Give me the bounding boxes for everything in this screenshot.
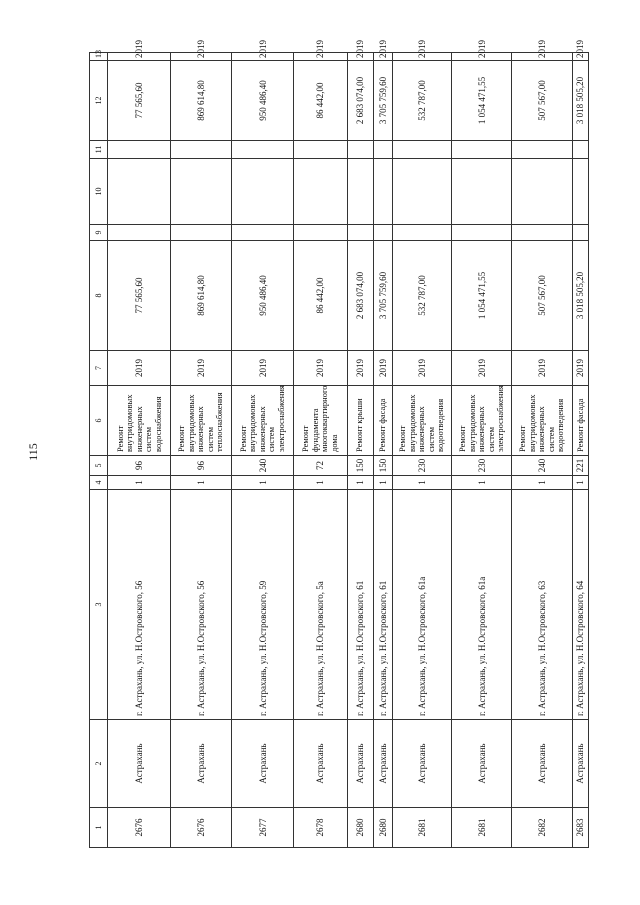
table-row: [512, 53, 572, 848]
table-cell: Астрахань: [572, 720, 588, 808]
table-cell: [347, 225, 373, 241]
table-cell: Астрахань: [392, 720, 451, 808]
table-cell: 2019: [512, 351, 572, 386]
header-cell: 5: [90, 456, 108, 476]
table-cell: 2019: [171, 53, 231, 61]
table-cell: [452, 225, 512, 241]
table-row: [108, 53, 171, 848]
table-cell: 2681: [392, 808, 451, 848]
table-cell: [512, 159, 572, 225]
table-cell: [171, 141, 231, 159]
table-row: [171, 53, 231, 848]
table-cell: 2019: [171, 351, 231, 386]
table-cell: 2019: [108, 351, 171, 386]
table-cell: 2019: [512, 53, 572, 61]
table-cell: 2019: [572, 53, 588, 61]
header-cell: 8: [90, 241, 108, 351]
table-cell: Ремонт внутридомовых инженерных систем водоотведения: [512, 386, 572, 456]
table-cell: [572, 141, 588, 159]
table-cell: 1: [512, 476, 572, 490]
table-container: [89, 40, 589, 848]
table-cell: 2019: [572, 351, 588, 386]
table-cell: Ремонт крыши: [347, 386, 373, 456]
table-cell: Ремонт внутридомовых инженерных систем водоснабжения: [108, 386, 171, 456]
table-cell: [392, 141, 451, 159]
table-cell: 3 018 505,20: [572, 241, 588, 351]
table-cell: Ремонт внутридомовых инженерных систем водоотведения: [392, 386, 451, 456]
table-cell: Астрахань: [231, 720, 293, 808]
table-cell: 77 565,60: [108, 61, 171, 141]
table-cell: [108, 159, 171, 225]
table-cell: [294, 225, 347, 241]
table-cell: 2676: [108, 808, 171, 848]
table-cell: 869 614,80: [171, 61, 231, 141]
table-cell: 72: [294, 456, 347, 476]
table-cell: 2019: [347, 351, 373, 386]
table-cell: 150: [373, 456, 392, 476]
table-cell: [392, 159, 451, 225]
table-cell: 2019: [231, 351, 293, 386]
table-cell: 2681: [452, 808, 512, 848]
table-cell: [171, 225, 231, 241]
header-cell: 13: [90, 53, 108, 61]
header-cell: 10: [90, 159, 108, 225]
table-cell: 240: [512, 456, 572, 476]
table-cell: 507 567,00: [512, 61, 572, 141]
table-cell: 1: [231, 476, 293, 490]
table-cell: 1 054 471,55: [452, 241, 512, 351]
table-cell: 2683: [572, 808, 588, 848]
header-cell: 2: [90, 720, 108, 808]
table-row: [294, 53, 347, 848]
table-cell: [512, 141, 572, 159]
table-cell: 532 787,00: [392, 241, 451, 351]
table-cell: 1: [171, 476, 231, 490]
table-cell: 240: [231, 456, 293, 476]
table-cell: [373, 225, 392, 241]
table-cell: 2019: [392, 351, 451, 386]
table-cell: 507 567,00: [512, 241, 572, 351]
table-cell: 3 705 759,60: [373, 241, 392, 351]
table-cell: [572, 225, 588, 241]
table-cell: 150: [347, 456, 373, 476]
table-cell: 1: [347, 476, 373, 490]
table-row: [572, 53, 588, 848]
table-cell: 2019: [294, 351, 347, 386]
repair-schedule-table: [89, 40, 589, 848]
table-cell: 2019: [373, 53, 392, 61]
table-cell: г. Астрахань, ул. Н.Островского, 61: [373, 490, 392, 720]
table-cell: 2676: [171, 808, 231, 848]
table-row: [373, 53, 392, 848]
header-cell: 3: [90, 490, 108, 720]
table-cell: 950 486,40: [231, 61, 293, 141]
table-cell: 1 054 471,55: [452, 61, 512, 141]
table-cell: [171, 159, 231, 225]
table-cell: 77 565,60: [108, 241, 171, 351]
table-cell: г. Астрахань, ул. Н.Островского, 56: [108, 490, 171, 720]
table-cell: 2019: [452, 53, 512, 61]
header-cell: 7: [90, 351, 108, 386]
table-cell: 1: [392, 476, 451, 490]
table-cell: Ремонт внутридомовых инженерных систем теплоснабжения: [171, 386, 231, 456]
table-cell: [452, 141, 512, 159]
table-cell: 2019: [347, 53, 373, 61]
table-cell: [572, 159, 588, 225]
table-cell: [452, 159, 512, 225]
table-row: [392, 53, 451, 848]
header-row: [90, 53, 108, 848]
table-cell: 1: [108, 476, 171, 490]
table-cell: г. Астрахань, ул. Н.Островского, 56: [171, 490, 231, 720]
table-cell: 2019: [231, 53, 293, 61]
table-cell: 2019: [108, 53, 171, 61]
header-cell: 9: [90, 225, 108, 241]
table-cell: 3 705 759,60: [373, 61, 392, 141]
table-cell: 2019: [373, 351, 392, 386]
table-cell: [108, 141, 171, 159]
table-cell: г. Астрахань, ул. Н.Островского, 61: [347, 490, 373, 720]
table-cell: 2680: [373, 808, 392, 848]
table-cell: 230: [452, 456, 512, 476]
table-cell: [373, 159, 392, 225]
table-cell: 1: [373, 476, 392, 490]
table-cell: [231, 159, 293, 225]
table-cell: Ремонт фасада: [572, 386, 588, 456]
table-cell: 96: [108, 456, 171, 476]
table-cell: 2678: [294, 808, 347, 848]
table-cell: г. Астрахань, ул. Н.Островского, 63: [512, 490, 572, 720]
table-cell: 86 442,00: [294, 241, 347, 351]
table-cell: Астрахань: [108, 720, 171, 808]
table-cell: [294, 159, 347, 225]
table-cell: 2 683 074,00: [347, 61, 373, 141]
table-cell: 1: [294, 476, 347, 490]
table-cell: [108, 225, 171, 241]
table-cell: 2019: [392, 53, 451, 61]
table-cell: [347, 141, 373, 159]
table-cell: [392, 225, 451, 241]
table-cell: г. Астрахань, ул. Н.Островского, 59: [231, 490, 293, 720]
table-row: [347, 53, 373, 848]
table-cell: 950 486,40: [231, 241, 293, 351]
table-row: [452, 53, 512, 848]
table-cell: г. Астрахань, ул. Н.Островского, 5а: [294, 490, 347, 720]
table-cell: 86 442,00: [294, 61, 347, 141]
table-cell: [231, 141, 293, 159]
table-cell: 2 683 074,00: [347, 241, 373, 351]
table-cell: 869 614,80: [171, 241, 231, 351]
table-cell: 1: [572, 476, 588, 490]
table-cell: 221: [572, 456, 588, 476]
table-cell: 2677: [231, 808, 293, 848]
table-cell: г. Астрахань, ул. Н.Островского, 61а: [392, 490, 451, 720]
table-row: [231, 53, 293, 848]
table-cell: [231, 225, 293, 241]
table-cell: 532 787,00: [392, 61, 451, 141]
table-cell: Ремонт внутридомовых инженерных систем электроснабжения: [452, 386, 512, 456]
table-cell: 3 018 505,20: [572, 61, 588, 141]
header-cell: 11: [90, 141, 108, 159]
table-cell: Астрахань: [347, 720, 373, 808]
header-cell: 1: [90, 808, 108, 848]
table-cell: 230: [392, 456, 451, 476]
table-cell: Астрахань: [452, 720, 512, 808]
table-cell: г. Астрахань, ул. Н.Островского, 64: [572, 490, 588, 720]
table-cell: Астрахань: [373, 720, 392, 808]
table-cell: 96: [171, 456, 231, 476]
table-cell: г. Астрахань, ул. Н.Островского, 61а: [452, 490, 512, 720]
page-number: 115: [26, 443, 40, 461]
table-cell: 2682: [512, 808, 572, 848]
table-cell: 2019: [294, 53, 347, 61]
table-cell: [373, 141, 392, 159]
table-cell: [294, 141, 347, 159]
table-cell: 2019: [452, 351, 512, 386]
table-cell: [512, 225, 572, 241]
table-cell: Астрахань: [512, 720, 572, 808]
table-cell: 2680: [347, 808, 373, 848]
header-cell: 6: [90, 386, 108, 456]
table-cell: Ремонт фундамента многоквартирного дома: [294, 386, 347, 456]
table-cell: Астрахань: [171, 720, 231, 808]
table-cell: [347, 159, 373, 225]
table-cell: 1: [452, 476, 512, 490]
table-cell: Ремонт внутридомовых инженерных систем электроснабжения: [231, 386, 293, 456]
table-cell: Ремонт фасада: [373, 386, 392, 456]
header-cell: 4: [90, 476, 108, 490]
table-cell: Астрахань: [294, 720, 347, 808]
header-cell: 12: [90, 61, 108, 141]
